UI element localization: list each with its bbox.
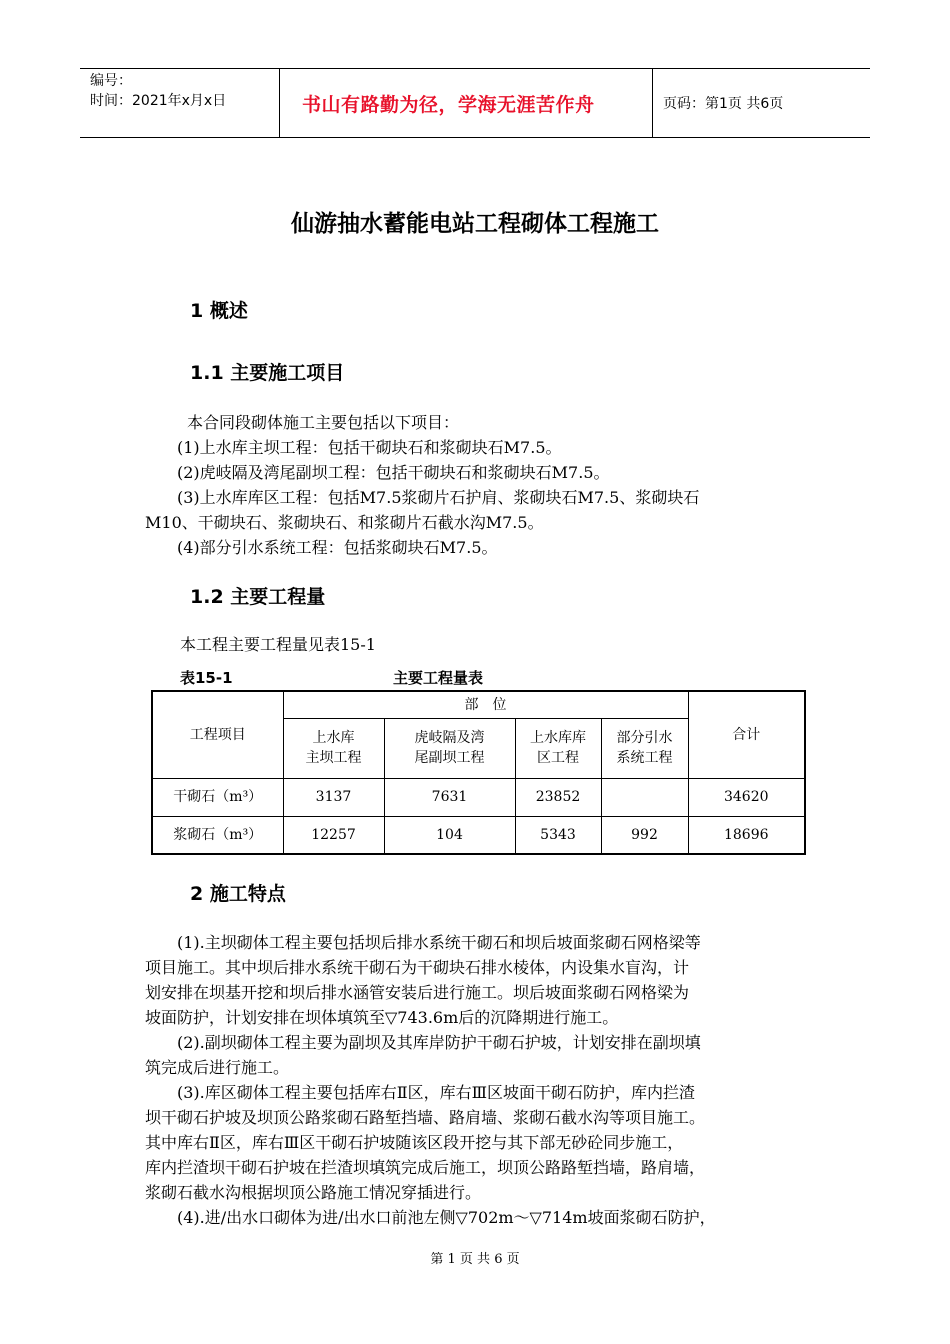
paragraph-line: (1).主坝砌体工程主要包括坝后排水系统干砌石和坝后坡面浆砌石网格梁等 <box>177 933 701 952</box>
list-item-continued: M10、干砌块石、浆砌块石、和浆砌片石截水沟M7.5。 <box>145 513 544 532</box>
cell-total: 18696 <box>688 816 805 854</box>
subheader-cell: 部分引水 系统工程 <box>601 718 688 778</box>
page-footer: 第 1 页 共 6 页 <box>430 1252 520 1267</box>
header-total: 合计 <box>688 691 805 778</box>
subheader-cell: 上水库库 区工程 <box>515 718 601 778</box>
table-number: 表15-1 <box>180 669 233 687</box>
paragraph-line: (2).副坝砌体工程主要为副坝及其库岸防护干砌石护坡，计划安排在副坝填 <box>177 1033 701 1052</box>
cell-value <box>601 778 688 816</box>
paragraph-line: (3).库区砌体工程主要包括库右Ⅱ区，库右Ⅲ区坡面干砌石防护，库内拦渣 <box>177 1083 696 1102</box>
items-intro: 本合同段砌体施工主要包括以下项目： <box>187 413 460 432</box>
subheader-cell: 虎岐隔及湾 尾副坝工程 <box>384 718 515 778</box>
features-body <box>145 930 815 1230</box>
document-number-label: 编号： <box>90 73 132 89</box>
list-item: (1)上水库主坝工程：包括干砌块石和浆砌块石M7.5。 <box>177 438 562 457</box>
subsection-heading-items: 1.1 主要施工项目 <box>190 362 345 384</box>
table-row <box>152 778 805 816</box>
list-item: (3)上水库库区工程：包括M7.5浆砌片石护肩、浆砌块石M7.5、浆砌块石 <box>177 488 700 507</box>
paragraph-line: 项目施工。其中坝后排水系统干砌石为干砌块石排水棱体，内设集水盲沟，计 <box>145 958 690 977</box>
table-row <box>152 816 805 854</box>
cell-value: 23852 <box>515 778 601 816</box>
row-name: 浆砌石（m³） <box>152 816 283 854</box>
subsection-heading-quantities: 1.2 主要工程量 <box>190 586 326 608</box>
header-location: 部 位 <box>283 691 688 718</box>
page-header <box>80 68 870 138</box>
paragraph-line: 划安排在坝基开挖和坝后排水涵管安装后进行施工。坝后坡面浆砌石网格梁为 <box>145 983 690 1002</box>
header-project: 工程项目 <box>152 691 283 778</box>
paragraph-line: (4).进/出水口砌体为进/出水口前池左侧▽702m～▽714m坡面浆砌石防护， <box>177 1208 716 1227</box>
document-title: 仙游抽水蓄能电站工程砌体工程施工 <box>291 211 659 237</box>
cell-value: 7631 <box>384 778 515 816</box>
cell-total: 34620 <box>688 778 805 816</box>
table-title: 主要工程量表 <box>393 669 484 687</box>
paragraph-line: 其中库右Ⅱ区，库右Ⅲ区干砌石护坡随该区段开挖与其下部无砂砼同步施工， <box>145 1133 684 1152</box>
paragraph-line: 浆砌石截水沟根据坝顶公路施工情况穿插进行。 <box>145 1183 482 1202</box>
section-heading-features: 2 施工特点 <box>190 883 286 905</box>
paragraph-line: 坡面防护，计划安排在坝体填筑至▽743.6m后的沉降期进行施工。 <box>145 1008 619 1027</box>
cell-value: 3137 <box>283 778 384 816</box>
paragraph-line: 坝干砌石护坡及坝顶公路浆砌石路堑挡墙、路肩墙、浆砌石截水沟等项目施工。 <box>145 1108 706 1127</box>
header-meta <box>80 69 280 137</box>
list-item: (4)部分引水系统工程：包括浆砌块石M7.5。 <box>177 538 498 557</box>
document-time: 时间：2021年x月x日 <box>90 93 227 109</box>
section-heading-overview: 1 概述 <box>190 300 248 322</box>
paragraph-line: 库内拦渣坝干砌石护坡在拦渣坝填筑完成后施工，坝顶公路路堑挡墙，路肩墙， <box>145 1158 706 1177</box>
items-list <box>145 410 815 560</box>
table-header-row <box>152 691 805 718</box>
list-item: (2)虎岐隔及湾尾副坝工程：包括干砌块石和浆砌块石M7.5。 <box>177 463 610 482</box>
header-motto: 书山有路勤为径，学海无涯苦作舟 <box>280 69 653 137</box>
paragraph-line: 筑完成后进行施工。 <box>145 1058 290 1077</box>
cell-value: 12257 <box>283 816 384 854</box>
header-page-code: 页码：第1页 共6页 <box>663 96 784 112</box>
quantities-table <box>151 690 806 855</box>
row-name: 干砌石（m³） <box>152 778 283 816</box>
cell-value: 992 <box>601 816 688 854</box>
cell-value: 5343 <box>515 816 601 854</box>
subheader-cell: 上水库 主坝工程 <box>283 718 384 778</box>
quantities-intro: 本工程主要工程量见表15-1 <box>180 635 376 654</box>
cell-value: 104 <box>384 816 515 854</box>
